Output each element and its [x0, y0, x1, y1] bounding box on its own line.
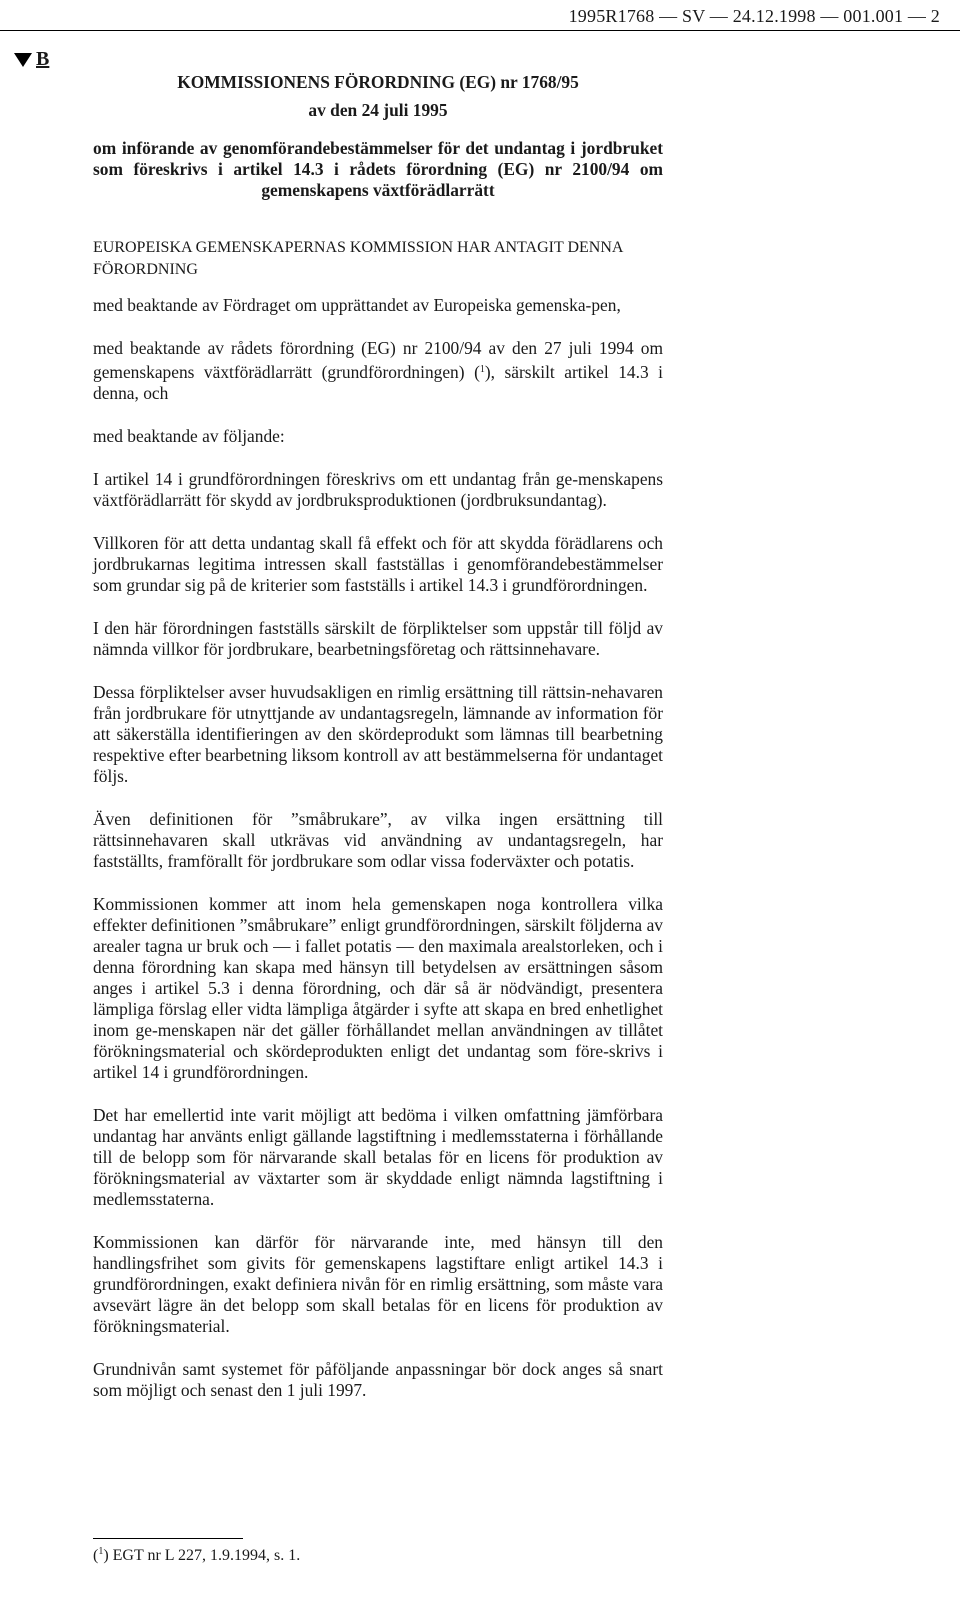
- regulation-date: av den 24 juli 1995: [308, 100, 448, 120]
- recital-text-part2: ), särskilt artikel 14.3 i denna, och: [93, 362, 663, 403]
- marker-letter[interactable]: B: [36, 48, 50, 70]
- footnote-reference[interactable]: 1: [479, 364, 485, 375]
- footnote: ($^1$) EGT nr L 227, 1.9.1994, s. 1.: [93, 1546, 301, 1564]
- paragraph: Kommissionen kan därför för närvarande inte, med hänsyn till den handlingsfrihet som givits för gemenskapens lagstiftare enligt artikel 14.3 i grundförordningen, exakt definiera nivån för en rimlig ersättning, som måste vara avsevärt lägre än det belopp som skall betalas för en licens för produktion av förökningsmaterial.: [93, 1232, 663, 1336]
- consolidation-marker: [14, 48, 49, 71]
- paragraph: Grundnivån samt systemet för påföljande anpassningar bör dock anges så snart som möjligt och senast den 1 juli 1997.: [93, 1359, 663, 1400]
- paragraph: Kommissionen kommer att inom hela gemenskapen noga kontrollera vilka effekter definitionen ”småbrukare” enligt grundförordningen, särskilt följderna av arealer tagna ur bruk och — i fallet potatis — den maximala arealstorleken, och i denna förordning kan skapa med hänsyn till betydelsen av ersättningen såsom anges i artikel 5.3 i denna förordning, och där så är nödvändigt, presentera lämpliga förslag eller vidta lämpliga åtgärder i syfte att skapa en bred enhetlighet inom ge-menskapen när det gäller förhållandet mellan användningen av tillåtet förökningsmaterial och skördeprodukten enligt det undantag som före-skrivs i artikel 14 i grundförordningen.: [93, 894, 663, 1082]
- paragraph: Dessa förpliktelser avser huvudsakligen en rimlig ersättning till rättsin-nehavaren från jordbrukare för utnyttjande av undantagsregeln, lämnande av information för att säkerställa identifieringen av den skördeprodukt som lämnas till bearbetning respektive efter bearbetning liksom kontroll av att bestämmelserna för undantaget följs.: [93, 682, 663, 786]
- document-body: [93, 72, 663, 1423]
- recital-treaty: med beaktande av Fördraget om upprättandet av Europeiska gemenska-pen,: [93, 295, 621, 315]
- recital-basic-regulation: [93, 338, 663, 404]
- footnote-text: EGT nr L 227, 1.9.1994, s. 1.: [112, 1547, 301, 1564]
- footnote-number: 1: [98, 1546, 104, 1557]
- document-header: 1995R1768 — SV — 24.12.1998 — 001.001 — 2: [568, 6, 940, 26]
- paragraph: Det har emellertid inte varit möjligt att bedöma i vilken omfattning jämförbara undantag har använts enligt gällande lagstiftning i medlemsstaterna i förhållande till de belopp som för närvarande skall betalas för en licens för produktion av förökningsmaterial av växtarter som är skyddade enligt nämnda lagstiftning i medlemsstaterna.: [93, 1105, 663, 1209]
- adoption-heading: EUROPEISKA GEMENSKAPERNAS KOMMISSION HAR ANTAGIT DENNA FÖRORDNING: [93, 239, 623, 278]
- title-block: [93, 72, 663, 121]
- footnote-divider: [93, 1538, 243, 1539]
- regulation-subject: om införande av genomförandebestämmelser för det undantag i jordbruket som föreskrivs i artikel 14.3 i rådets förordning (EG) nr 2100/94 om gemenskapens växtförädlarrätt: [93, 138, 663, 200]
- header-divider: [0, 30, 960, 31]
- recital-text-part1: med beaktande av rådets förordning (EG) nr 2100/94 av den 27 juli 1994 om gemenskapens växtförädlarrätt (grundförordningen) (: [93, 338, 663, 382]
- regulation-title: KOMMISSIONENS FÖRORDNING (EG) nr 1768/95: [177, 72, 579, 92]
- paragraph: I artikel 14 i grundförordningen föreskrivs om ett undantag från ge-menskapens växtförädlarrätt för skydd av jordbruksproduktionen (jordbruksundantag).: [93, 469, 663, 510]
- recital-following: med beaktande av följande:: [93, 426, 285, 446]
- paragraph: Villkoren för att detta undantag skall få effekt och för att skydda förädlarens och jordbrukarnas legitima intressen skall fastställas i genomförandebestämmelser som grundar sig på de kriterier som fastställs i artikel 14.3 i grundförordningen.: [93, 533, 663, 595]
- triangle-down-icon: [14, 53, 32, 67]
- paragraph: Även definitionen för ”småbrukare”, av vilka ingen ersättning till rättsinnehavaren skall utkrävas vid användning av undantagsregeln, har fastställts, framförallt för jordbrukare som odlar vissa foderväxter och potatis.: [93, 809, 663, 871]
- paragraph: I den här förordningen fastställs särskilt de förpliktelser som uppstår till följd av nämnda villkor för jordbrukare, bearbetningsföretag och rättsinnehavare.: [93, 618, 663, 659]
